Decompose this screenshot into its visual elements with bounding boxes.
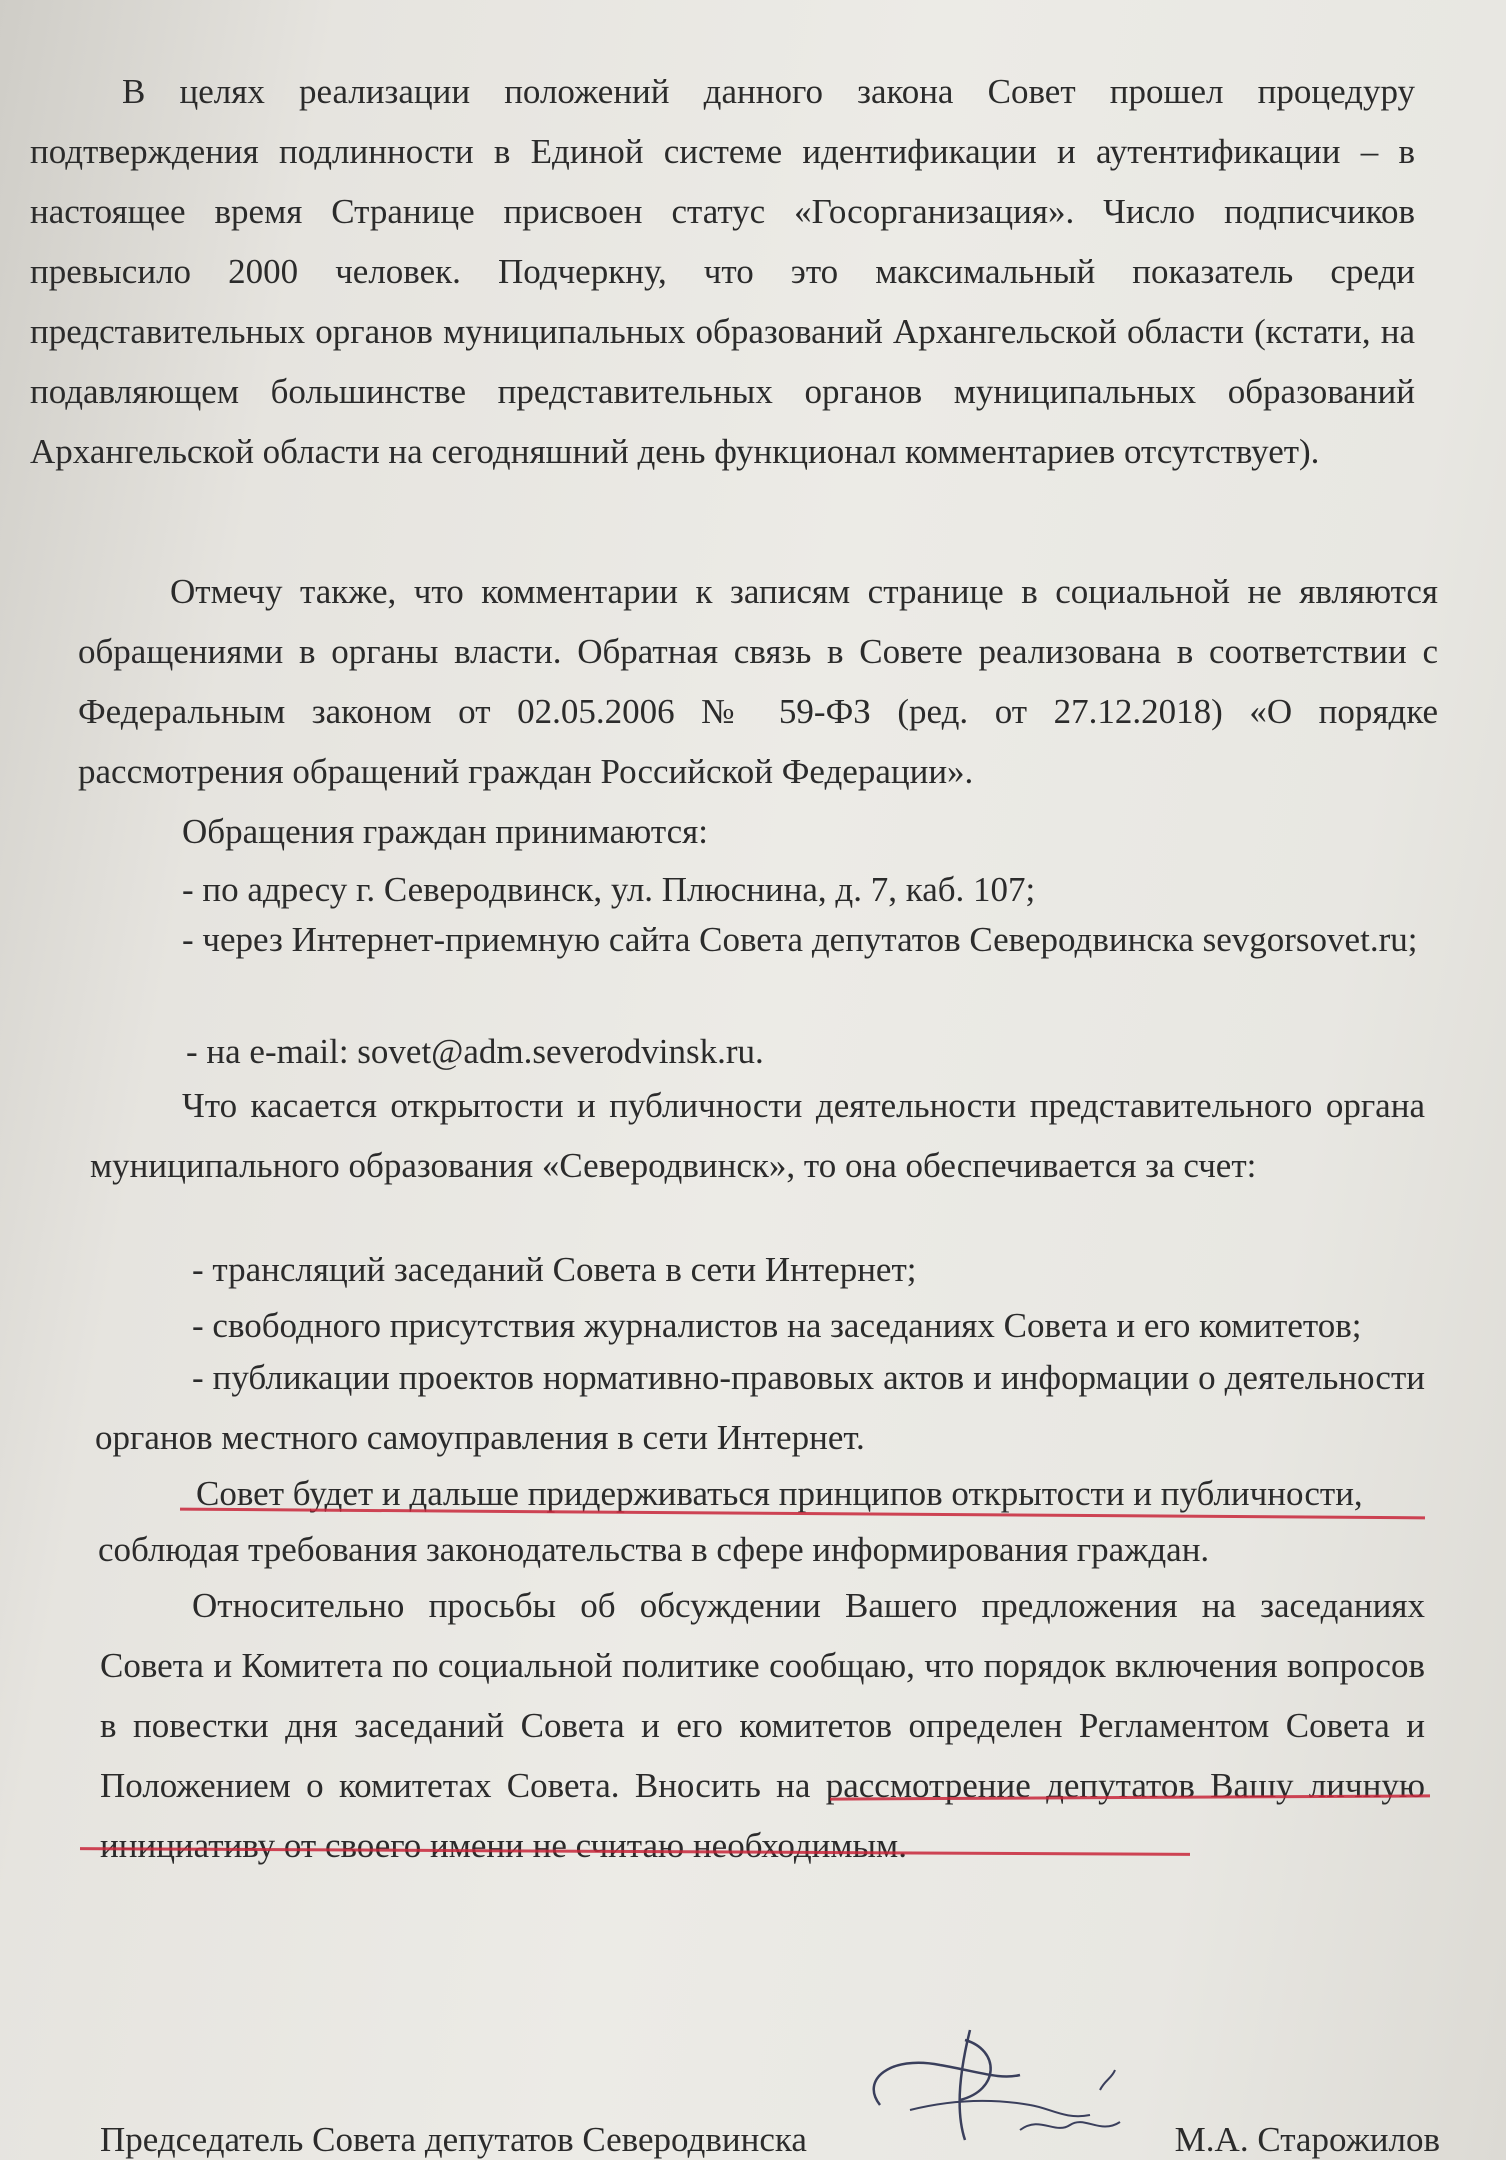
paragraph-comments-feedback: Отмечу также, что комментарии к записям странице в социальной не являются обращениями в органы власти. Обратная связь в Совете реализована в соответствии с Федеральным законом от 02.05.2006 № 59-ФЗ (ред. от 27.12.2018) «О порядке рассмотрения обращений граждан Российской Федерации». [78, 572, 1438, 791]
signature-row [100, 2110, 1440, 2160]
list-item-publications: - публикации проектов нормативно-правовых актов и информации о деятельности органов местного самоуправления в сети Интернет. [95, 1358, 1425, 1457]
paragraph-openness-intro: Что касается открытости и публичности деятельности представительного органа муниципального образования «Северодвинск», то она обеспечивается за счет: [90, 1086, 1425, 1185]
agenda-procedure-text: Относительно просьбы об обсуждении Вашего предложения на заседаниях Совета и Комитета по социальной политике сообщаю, что порядок включения вопросов в повестки дня заседаний Совета и его комитетов определен Регламентом Совета и Положением о комитетах Совета. [100, 1586, 1425, 1805]
signatory-name: М.А. Старожилов [1174, 2120, 1440, 2159]
list-item-address: - по адресу г. Северодвинск, ул. Плюснина, д. 7, каб. 107; [182, 870, 1036, 909]
paragraph-ests-authentication: В целях реализации положений данного закона Совет прошел процедуру подтверждения подлинности в Единой системе идентификации и аутентификации – в настоящее время Странице присвоен статус «Госорганизация». Число подписчиков превысило 2000 человек. Подчеркну, что это максимальный показатель среди представительных органов муниципальных образований Архангельской области (кстати, на подавляющем большинстве представительных органов муниципальных образований Архангельской области на сегодняшний день функционал комментариев отсутствует). [30, 72, 1415, 471]
list-item-journalists: - свободного присутствия журналистов на заседаниях Совета и его комитетов; [192, 1306, 1362, 1345]
list-item-internet-reception: - через Интернет-приемную сайта Совета депутатов Северодвинска sevgorsovet.ru; [182, 920, 1418, 959]
paragraph-legislation-requirements: соблюдая требования законодательства в сфере информирования граждан. [98, 1530, 1210, 1569]
list-item-broadcasts: - трансляций заседаний Совета в сети Интернет; [192, 1250, 917, 1289]
signatory-title: Председатель Совета депутатов Северодвинска [100, 2120, 807, 2159]
highlighted-statement-openness: Совет будет и дальше придерживаться принципов открытости и публичности, [196, 1474, 1363, 1513]
highlighted-statement-refusal: Вносить на рассмотрение депутатов Вашу личную инициативу от своего имени не считаю необходимым. [100, 1766, 1426, 1865]
list-item-email: - на e-mail: sovet@adm.severodvinsk.ru. [186, 1032, 764, 1071]
paragraph-appeals-intro: Обращения граждан принимаются: [182, 812, 708, 851]
paragraph-agenda-procedure [100, 1576, 1425, 1876]
